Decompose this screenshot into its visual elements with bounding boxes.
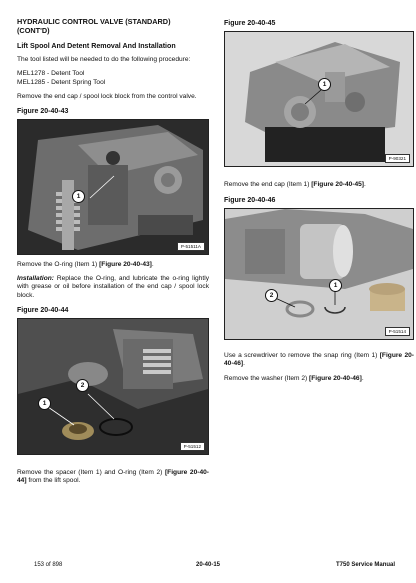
spacer-step — [17, 469, 209, 485]
figure-code: P-51512 — [180, 442, 205, 451]
header-subtitle: (CONT'D) — [17, 25, 50, 35]
figure-code: P-51514 — [385, 327, 410, 336]
step-text: Remove the washer (Item 2) — [224, 374, 310, 382]
figure-ref: [Figure 20-40-45] — [311, 181, 365, 188]
tool-item: MEL1285 - Detent Spring Tool — [17, 78, 106, 86]
installation-note — [17, 275, 209, 300]
callout-2: 2 — [265, 289, 278, 302]
figure-ref: [Figure 20-40-46] — [224, 352, 414, 368]
step-text: Use a screwdriver to remove the snap ring (Item 1) — [224, 352, 380, 360]
manual-title-text: T750 Service Manual — [336, 562, 396, 568]
page-number — [196, 562, 220, 568]
callout-1: 1 — [318, 78, 331, 91]
step-text: Remove the spacer (Item 1) and O-ring (Item 2) — [17, 468, 165, 476]
right-column — [224, 18, 414, 383]
step-text-end: from the lift spool. — [26, 477, 81, 485]
step-text: Remove the O-ring (Item 1) — [17, 261, 100, 268]
installation-text: Replace the O-ring, and lubricate the o-ring lightly with grease or oil before installation of the end cap / spool lock block. — [17, 275, 209, 299]
oring-step — [17, 261, 209, 269]
callout-1: 1 — [38, 397, 51, 410]
installation-label: Installation: — [17, 275, 54, 283]
step-text-end: . — [364, 181, 366, 188]
figure-label: Figure 20-40-46 — [224, 197, 276, 205]
figure-code: P-90321 — [385, 154, 410, 163]
manual-title — [336, 562, 395, 568]
procedure-title: Lift Spool And Detent Removal And Installation — [17, 42, 176, 51]
tool-list — [17, 70, 209, 86]
remove-cap-text: Remove the end cap / spool lock block from the control valve. — [17, 92, 197, 100]
snap-ring-step — [224, 352, 414, 368]
figure-image — [17, 318, 209, 455]
left-column — [17, 18, 209, 485]
callout-1: 1 — [329, 279, 342, 292]
figure-image — [17, 119, 209, 255]
page-number-text: 20-40-15 — [196, 562, 221, 568]
figure-image — [224, 31, 414, 167]
step-text-end: . — [151, 261, 154, 268]
callout-1: 1 — [72, 190, 85, 203]
step-text-end: . — [361, 374, 364, 382]
figure-ref: [Figure 20-40-44] — [17, 468, 209, 485]
figure-ref: [Figure 20-40-46] — [309, 374, 362, 382]
figure-label: Figure 20-40-45 — [224, 20, 276, 27]
endcap-step — [224, 181, 414, 189]
callout-2: 2 — [76, 379, 89, 392]
header-title: HYDRAULIC CONTROL VALVE (STANDARD) — [17, 17, 171, 26]
step-text: Remove the end cap (Item 1) — [224, 181, 312, 188]
figure-code: P-51511A — [177, 242, 205, 251]
figure-label: Figure 20-40-44 — [17, 306, 69, 314]
step-text-end: . — [243, 360, 245, 368]
figure-image — [224, 208, 414, 340]
intro-text: The tool listed will be needed to do the following procedure: — [17, 56, 191, 64]
section-header — [17, 18, 209, 35]
page-count: 153 of 898 — [34, 562, 63, 568]
figure-ref: [Figure 20-40-43] — [99, 261, 152, 268]
washer-step — [224, 375, 414, 383]
figure-label: Figure 20-40-43 — [17, 108, 69, 115]
tool-item: MEL1278 - Detent Tool — [17, 70, 85, 78]
